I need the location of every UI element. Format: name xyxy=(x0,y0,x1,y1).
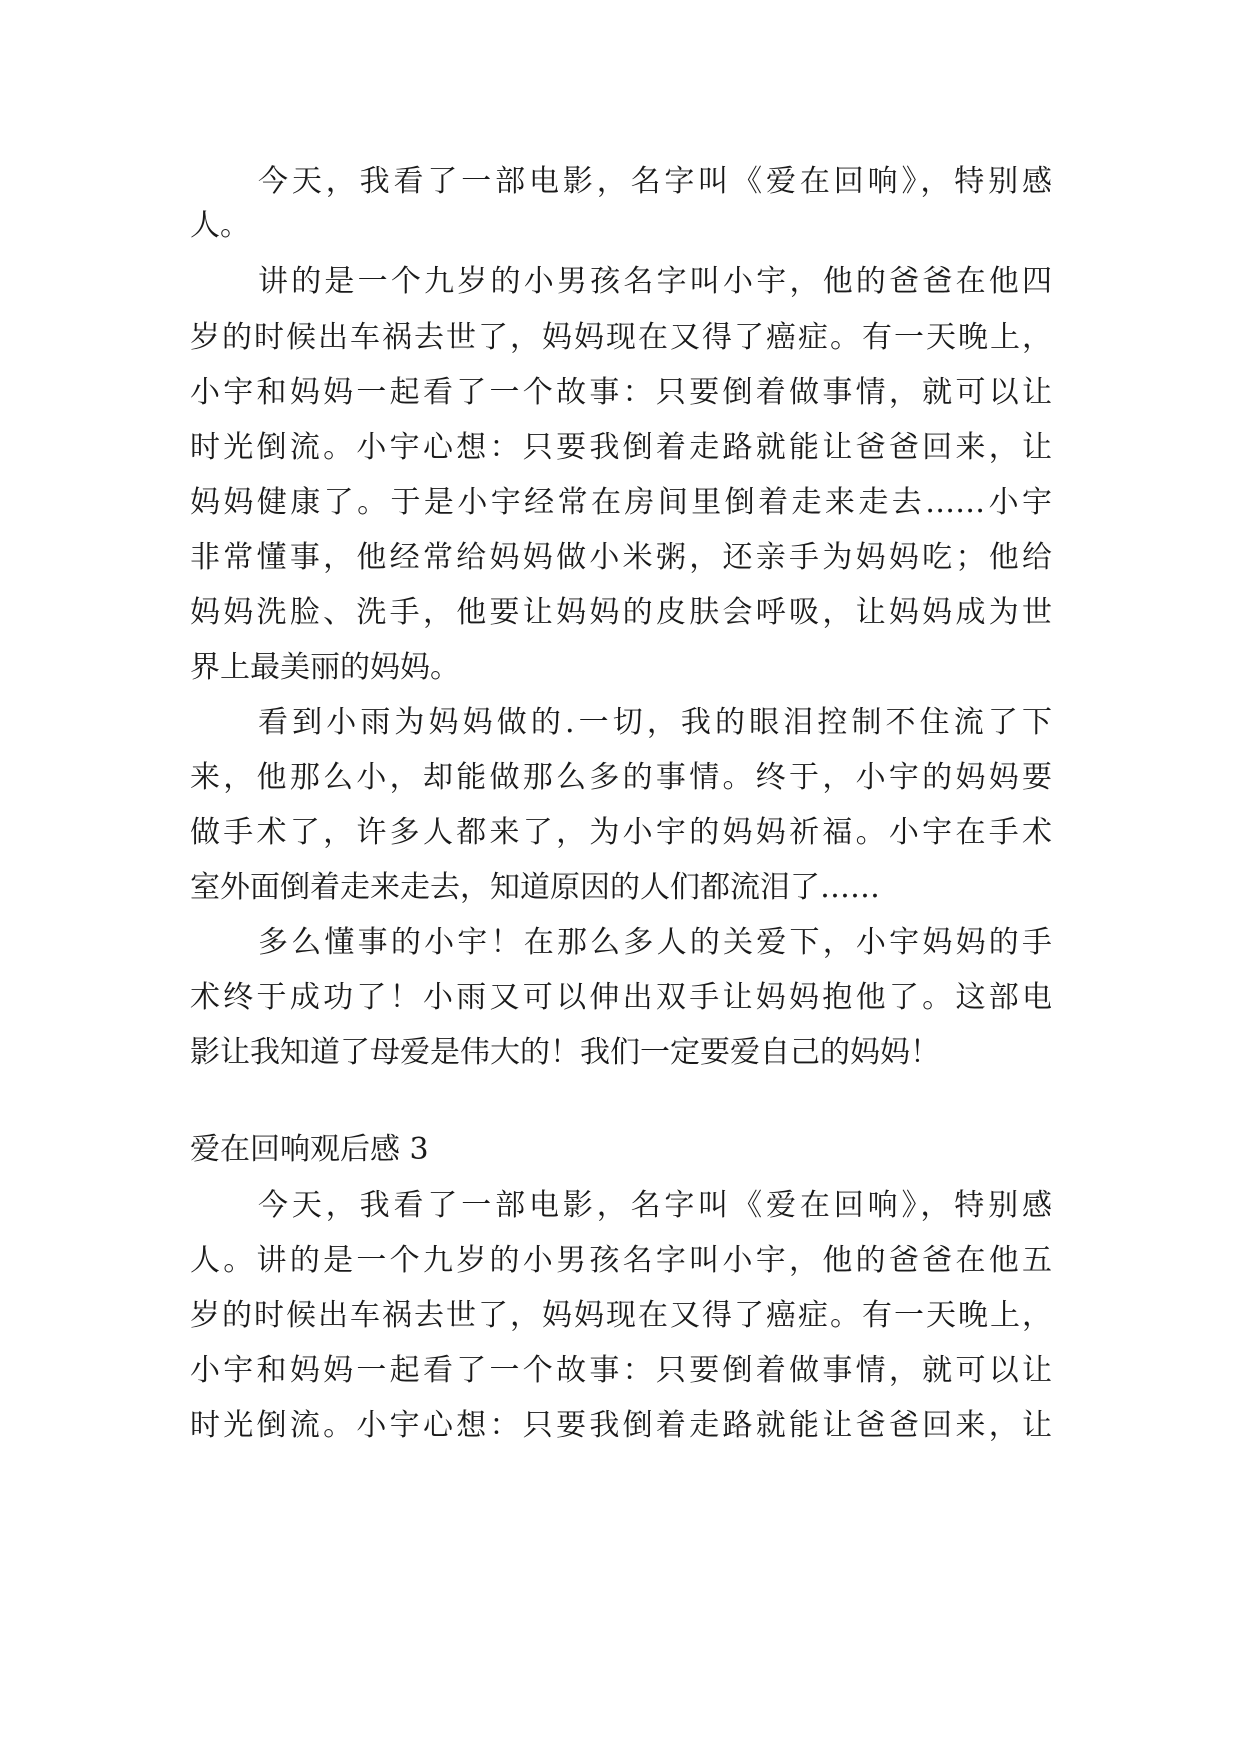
paragraph-2-line-2: 岁的时候出车祸去世了，妈妈现在又得了癌症。有一天晚上， xyxy=(190,320,1052,355)
paragraph-1-line-2: 人。 xyxy=(190,208,250,243)
paragraph-3-line-3: 做手术了，许多人都来了，为小宇的妈妈祈福。小宇在手术 xyxy=(190,815,1052,850)
paragraph-3-line-1: 看到小雨为妈妈做的.一切，我的眼泪控制不住流了下 xyxy=(258,705,1052,740)
section-paragraph-line-5: 时光倒流。小宇心想：只要我倒着走路就能让爸爸回来，让 xyxy=(190,1408,1052,1443)
paragraph-2-line-3: 小宇和妈妈一起看了一个故事：只要倒着做事情，就可以让 xyxy=(190,375,1052,410)
section-paragraph-line-2: 人。讲的是一个九岁的小男孩名字叫小宇，他的爸爸在他五 xyxy=(190,1243,1052,1278)
paragraph-4-line-1: 多么懂事的小宇！在那么多人的关爱下，小宇妈妈的手 xyxy=(258,925,1052,960)
paragraph-3-line-2: 来，他那么小，却能做那么多的事情。终于，小宇的妈妈要 xyxy=(190,760,1052,795)
section-paragraph-line-1: 今天，我看了一部电影，名字叫《爱在回响》，特别感 xyxy=(258,1188,1052,1223)
paragraph-1-line-1: 今天，我看了一部电影，名字叫《爱在回响》，特别感 xyxy=(258,164,1052,199)
paragraph-2-line-1: 讲的是一个九岁的小男孩名字叫小宇，他的爸爸在他四 xyxy=(258,264,1052,299)
paragraph-4-line-2: 术终于成功了！小雨又可以伸出双手让妈妈抱他了。这部电 xyxy=(190,980,1052,1015)
paragraph-2-line-6: 非常懂事，他经常给妈妈做小米粥，还亲手为妈妈吃；他给 xyxy=(190,540,1052,575)
section-paragraph-line-3: 岁的时候出车祸去世了，妈妈现在又得了癌症。有一天晚上， xyxy=(190,1298,1052,1333)
paragraph-2-line-8: 界上最美丽的妈妈。 xyxy=(190,650,460,685)
paragraph-2-line-5: 妈妈健康了。于是小宇经常在房间里倒着走来走去……小宇 xyxy=(190,485,1052,520)
paragraph-4-line-3: 影让我知道了母爱是伟大的！我们一定要爱自己的妈妈！ xyxy=(190,1035,940,1070)
paragraph-2-line-4: 时光倒流。小宇心想：只要我倒着走路就能让爸爸回来，让 xyxy=(190,430,1052,465)
section-heading: 爱在回响观后感 3 xyxy=(190,1132,429,1167)
section-paragraph-line-4: 小宇和妈妈一起看了一个故事：只要倒着做事情，就可以让 xyxy=(190,1353,1052,1388)
paragraph-3-line-4: 室外面倒着走来走去，知道原因的人们都流泪了…… xyxy=(190,870,880,905)
paragraph-2-line-7: 妈妈洗脸、洗手，他要让妈妈的皮肤会呼吸，让妈妈成为世 xyxy=(190,595,1052,630)
